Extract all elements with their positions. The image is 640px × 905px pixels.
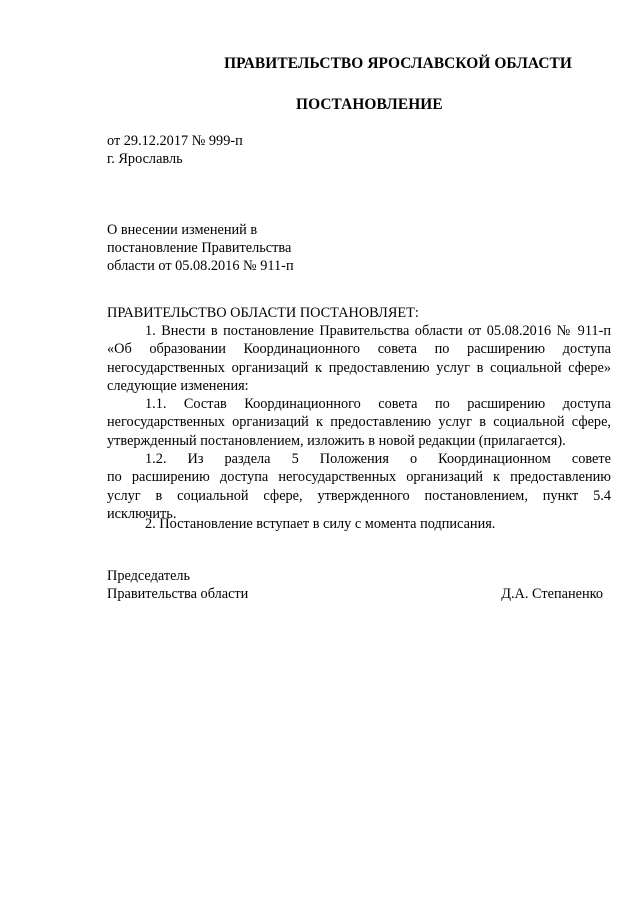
date-number: от 29.12.2017 № 999-п — [107, 133, 243, 149]
subject-line: О внесении изменений в — [107, 222, 258, 238]
paragraph-line: следующие изменения: — [107, 378, 249, 395]
subject-line: области от 05.08.2016 № 911-п — [107, 258, 294, 274]
paragraph-line: утвержденный постановлением, изложить в новой редакции (прилагается). — [107, 432, 566, 449]
signatory-title-line: Председатель — [107, 568, 191, 584]
paragraph-line: по расширению доступа негосударственных организаций к предоставлению — [107, 469, 611, 486]
paragraph-1 — [107, 322, 611, 396]
paragraph-line: «Об образовании Координационного совета по расширению доступа — [107, 341, 611, 358]
paragraph-line: 1.2. Из раздела 5 Положения о Координационном совете — [145, 451, 611, 467]
decree-heading: ПРАВИТЕЛЬСТВО ОБЛАСТИ ПОСТАНОВЛЯЕТ: — [107, 305, 419, 321]
paragraph-line: 1. Внести в постановление Правительства области от 05.08.2016 № 911-п — [145, 323, 611, 339]
paragraph-line: негосударственных организаций к предоставлению услуг в социальной сфере, — [107, 414, 611, 431]
paragraph-line: 2. Постановление вступает в силу с момента подписания. — [145, 516, 496, 532]
paragraph-line: исключить. — [107, 506, 177, 523]
paragraph-line: 1.1. Состав Координационного совета по расширению доступа — [145, 396, 611, 412]
document-type-title: ПОСТАНОВЛЕНИЕ — [296, 96, 443, 113]
government-title: ПРАВИТЕЛЬСТВО ЯРОСЛАВСКОЙ ОБЛАСТИ — [224, 55, 572, 72]
signatory-title-line: Правительства области — [107, 586, 249, 602]
paragraph-2 — [107, 515, 611, 533]
city: г. Ярославль — [107, 151, 183, 167]
paragraph-line: услуг в социальной сфере, утвержденного постановлением, пункт 5.4 — [107, 487, 611, 504]
subject-line: постановление Правительства — [107, 240, 292, 256]
paragraph-1-1 — [107, 395, 611, 450]
signatory-name: Д.А. Степаненко — [501, 586, 603, 602]
paragraph-1-2 — [107, 450, 611, 524]
paragraph-line: негосударственных организаций к предоставлению услуг в социальной сфере» — [107, 359, 611, 376]
